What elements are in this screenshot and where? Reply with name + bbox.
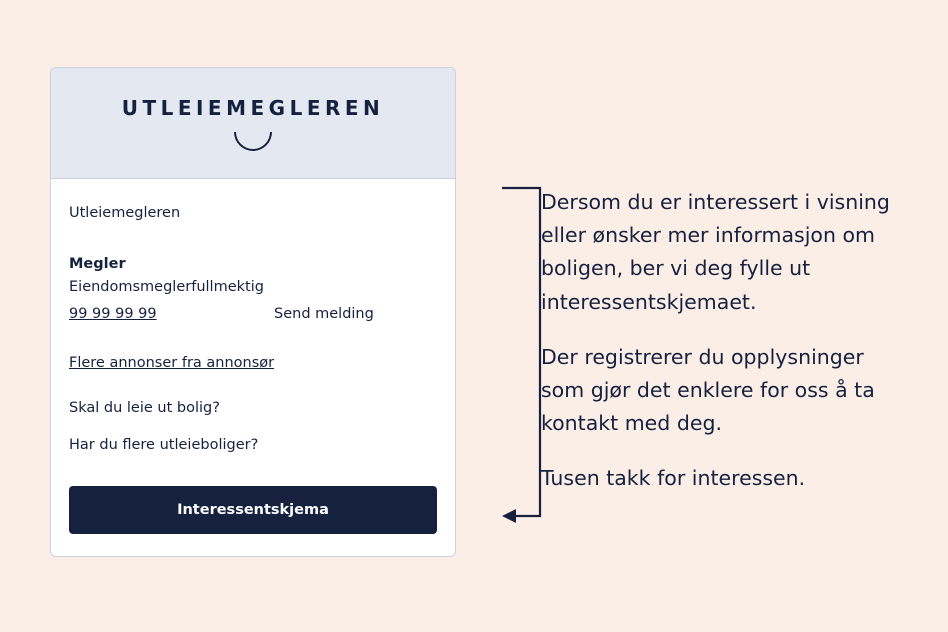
callout-paragraph-2: Der registrerer du opplysninger som gjør det enklere for oss å ta kontakt med deg. (541, 344, 875, 436)
send-message-link[interactable]: Send melding (274, 306, 374, 323)
callout-paragraph-1: Dersom du er interessert i visning eller ønsker mer informasjon om boligen, ber vi deg fylle ut interessentskjemaet. (541, 190, 890, 314)
callout-paragraph-3: Tusen takk for interessen. (541, 466, 806, 491)
callout-text (541, 186, 913, 496)
brand-logo: UTLEIEMEGLEREN (121, 95, 385, 120)
smile-icon (234, 132, 272, 151)
phone-link[interactable]: 99 99 99 99 (69, 306, 157, 323)
more-rental-homes-link[interactable]: Har du flere utleieboliger? (69, 437, 259, 454)
contact-row (69, 304, 437, 325)
rent-out-home-link[interactable]: Skal du leie ut bolig? (69, 400, 220, 417)
interest-form-button[interactable]: Interessentskjema (69, 486, 437, 534)
agent-role-subtitle: Eiendomsmeglerfullmektig (69, 279, 264, 296)
card-body (51, 179, 455, 556)
agent-role-title: Megler (69, 256, 126, 273)
more-ads-from-advertiser-link[interactable]: Flere annonser fra annonsør (69, 355, 275, 372)
agent-contact-card (50, 67, 456, 557)
arrow-left-icon (502, 509, 516, 523)
company-name: Utleiemegleren (69, 205, 181, 221)
card-header (51, 68, 455, 179)
